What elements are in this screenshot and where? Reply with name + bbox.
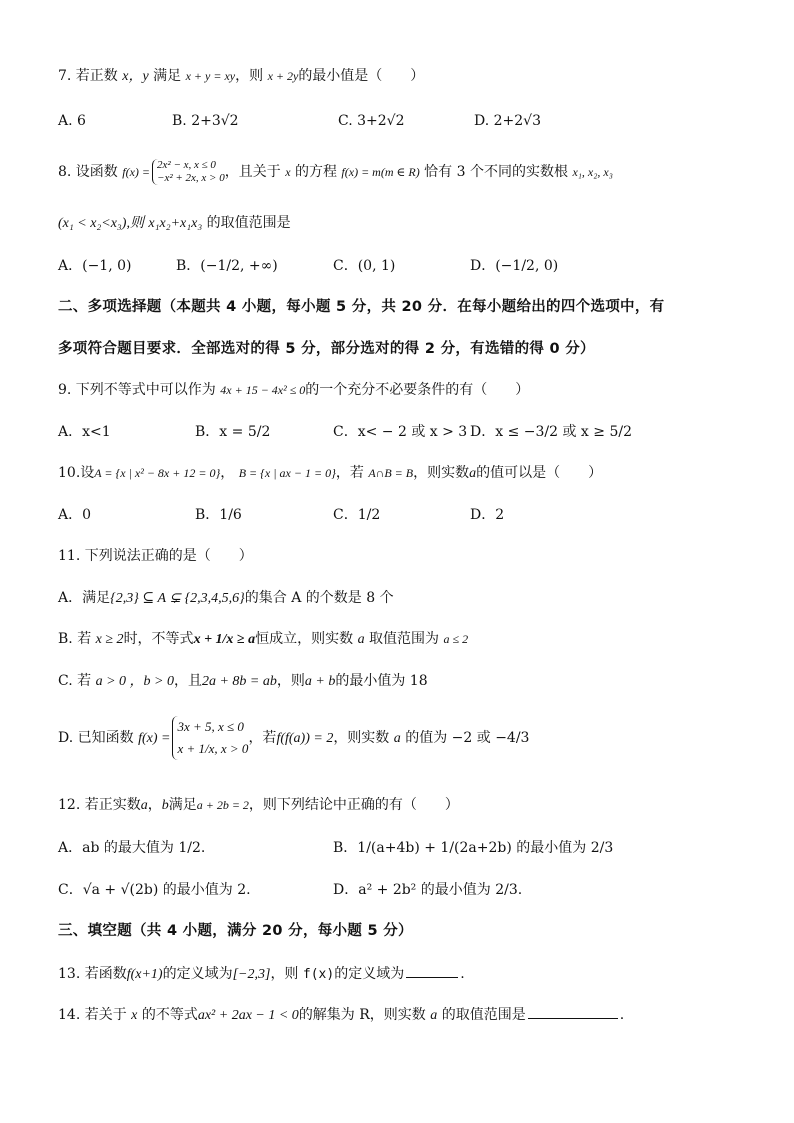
q11-d-condition: f(f(a)) = 2 [276, 731, 334, 746]
q10-set-a: A = {x | x² − 8x + 12 = 0} [94, 466, 221, 480]
q10-option-b: B．1/6 [195, 507, 242, 523]
q13-period: . [460, 966, 465, 982]
q10-set-b: B = {x | ax − 1 = 0} [238, 466, 336, 480]
q13-answer-blank[interactable] [406, 963, 458, 978]
section-2-heading-line2: 多项符合题目要求．全部选对的得 5 分，部分选对的得 2 分，有选错的得 0 分） [58, 341, 595, 357]
q13-domain: [−2,3] [232, 967, 271, 982]
q8-piece-1: 2x² − x, x ≤ 0 [157, 159, 216, 171]
q12-text: 12. 若正实数 [58, 797, 141, 813]
q11-text: 的值为 −2 或 −4/3 [405, 730, 530, 746]
q13-text: 的定义域为 [162, 966, 233, 982]
q9-text: 的一个充分不必要条件的有（ ） [305, 382, 530, 398]
q9-option-d: D．x ≤ −3/2 或 x ≥ 5/2 [470, 424, 632, 440]
q7-option-b: B. 2+3√2 [172, 113, 239, 129]
q12-option-d: D．a² + 2b² 的最小值为 2/3. [333, 882, 523, 898]
q11-c-condition: a > 0 ，b > 0 [95, 674, 174, 689]
q12-condition: a + 2b = 2 [196, 798, 249, 812]
q13-text: 13. 若函数 [58, 966, 127, 982]
q7-text: ，则 [235, 68, 264, 84]
q11-text: 时，不等式 [123, 631, 194, 647]
q7-text: 的最小值是（ ） [298, 68, 425, 84]
q8-expression: x₁x₂+x₁x₃ [148, 216, 203, 231]
q8-option-d: D．(−1/2, 0) [470, 258, 559, 274]
q7-condition: x + y = xy [185, 69, 236, 83]
q14-period: . [619, 1007, 625, 1023]
q13-function: f(x+1) [126, 967, 163, 982]
q12-option-c: C．√a + √(2b) 的最小值为 2. [58, 882, 251, 898]
q11-d-piece-2: x + 1/x, x > 0 [177, 741, 249, 756]
q9-option-b: B．x = 5/2 [195, 424, 271, 440]
q14-variable-x: x [131, 1008, 138, 1023]
q8-text: ，且关于 [224, 164, 281, 180]
q11-c-expression: a + b [304, 674, 336, 689]
q11-b-inequality: x + 1/x ≥ a [193, 632, 256, 647]
question-11-stem: 11. 下列说法正确的是（ ） [58, 548, 253, 564]
q10-text: 10.设 [58, 465, 95, 481]
q12-text: ，则下列结论中正确的有（ ） [248, 797, 459, 813]
q11-option-b [58, 629, 754, 650]
q11-b-range: a ≤ 2 [443, 632, 469, 646]
q8-option-b: B．(−1/2, +∞) [176, 258, 278, 274]
q8-x: x [285, 165, 291, 179]
q14-text: 的解集为 R，则实数 [298, 1007, 426, 1023]
q11-text: 的集合 A 的个数是 8 个 [244, 590, 394, 606]
q11-text: B. 若 [58, 631, 92, 647]
q11-option-a [58, 588, 754, 609]
q7-text: 满足 [153, 68, 182, 84]
question-13-stem [58, 963, 754, 985]
q13-text: 的定义域为 [334, 966, 405, 982]
q8-text: 的取值范围是 [206, 215, 291, 231]
q14-text: 的不等式 [141, 1007, 198, 1023]
question-10-stem: 10.设A = {x | x² − 8x + 12 = 0}， B = {x | ax − 1 = 0}，若 A∩B = B，则实数a的值可以是（ ） [58, 465, 603, 481]
q10-option-a: A．0 [58, 507, 92, 523]
q10-text: ，若 [335, 465, 364, 481]
q10-option-c: C．1/2 [333, 507, 381, 523]
q9-option-c: C．x< − 2 或 x > 3 [333, 424, 468, 440]
q11-d-piecewise [172, 716, 248, 760]
q12-option-b: B．1/(a+4b) + 1/(2a+2b) 的最小值为 2/3 [333, 840, 614, 856]
q8-option-a: A．(−1, 0) [58, 258, 132, 274]
q8-option-c: C．(0, 1) [333, 258, 396, 274]
q8-text: 的方程 [294, 164, 337, 180]
q8-equation: f(x) = m(m ∈ R) [341, 165, 420, 179]
q11-text: 取值范围为 [369, 631, 440, 647]
q10-option-d: D．2 [470, 507, 505, 523]
q10-variable-a: a [469, 466, 477, 481]
q11-a-sets: {2,3} ⊆ A ⊊ {2,3,4,5,6} [110, 591, 245, 606]
q12-variable-a: a [140, 798, 148, 813]
q7-vars: x，y [122, 69, 149, 84]
q11-c-equation: 2a + 8b = ab [201, 674, 277, 689]
q11-b-variable: a [357, 632, 365, 647]
q8-function: f(x) = [122, 165, 151, 179]
q8-piecewise [152, 159, 225, 185]
question-8-stem [58, 155, 754, 189]
q12-option-a: A．ab 的最大值为 1/2. [58, 840, 206, 856]
q14-text: 的取值范围是 [441, 1007, 526, 1023]
q11-option-c [58, 671, 754, 692]
q11-option-d [58, 712, 754, 764]
question-8-line2 [58, 213, 754, 234]
q7-option-d: D. 2+2√3 [474, 113, 541, 129]
q7-text: 7. 若正数 [58, 68, 118, 84]
q7-option-c: C. 3+2√2 [338, 113, 405, 129]
question-7-stem [58, 66, 754, 87]
q12-text: 满足 [168, 797, 197, 813]
q8-order-condition: (x₁ < x₂<x₃),则 [58, 216, 144, 231]
q11-d-function: f(x) = [138, 731, 171, 746]
q7-expression: x + 2y [267, 69, 299, 83]
q11-text: 的最小值为 18 [335, 673, 428, 689]
q8-roots: x₁, x₂, x₃ [572, 165, 613, 179]
q11-text: ，且 [173, 673, 202, 689]
q10-condition: A∩B = B [368, 466, 414, 480]
q11-text: C. 若 [58, 673, 92, 689]
q11-text: D. 已知函数 [58, 730, 134, 746]
question-14-stem [58, 1004, 754, 1026]
q14-variable-a: a [430, 1008, 438, 1023]
q11-text: A．满足 [58, 590, 111, 606]
q9-option-a: A．x<1 [58, 424, 111, 440]
q11-text: 恒成立，则实数 [255, 631, 354, 647]
q13-text: ，则 [270, 966, 299, 982]
q8-text: 8. 设函数 [58, 164, 118, 180]
q11-text: ，若 [248, 730, 277, 746]
q14-inequality: ax² + 2ax − 1 < 0 [197, 1008, 299, 1023]
q9-text: 9. 下列不等式中可以作为 [58, 382, 216, 398]
q12-text: ， [147, 797, 162, 813]
q10-text: 的值可以是（ ） [476, 465, 603, 481]
question-9-stem [58, 380, 754, 400]
q13-function-2: f(x) [302, 967, 335, 982]
q8-text: 恰有 3 个不同的实数根 [424, 164, 568, 180]
q8-piece-2: −x² + 2x, x > 0 [157, 172, 225, 184]
q7-option-a: A. 6 [58, 113, 86, 129]
q11-text: ，则实数 [333, 730, 390, 746]
q11-text: ，则 [276, 673, 305, 689]
question-12-stem [58, 795, 754, 816]
section-2-heading-line1: 二、多项选择题（本题共 4 小题，每小题 5 分，共 20 分．在每小题给出的四个选项中，有 [58, 299, 665, 315]
q11-b-condition: x ≥ 2 [95, 632, 124, 647]
q9-inequality: 4x + 15 − 4x² ≤ 0 [220, 383, 306, 397]
q11-d-variable: a [393, 731, 401, 746]
q14-text: 14. 若关于 [58, 1007, 127, 1023]
q10-text: ，则实数 [413, 465, 470, 481]
q11-d-piece-1: 3x + 5, x ≤ 0 [177, 719, 244, 734]
q14-answer-blank[interactable] [528, 1004, 618, 1019]
section-3-heading: 三、填空题（共 4 小题，满分 20 分，每小题 5 分） [58, 923, 413, 939]
q12-variable-b: b [161, 798, 169, 813]
